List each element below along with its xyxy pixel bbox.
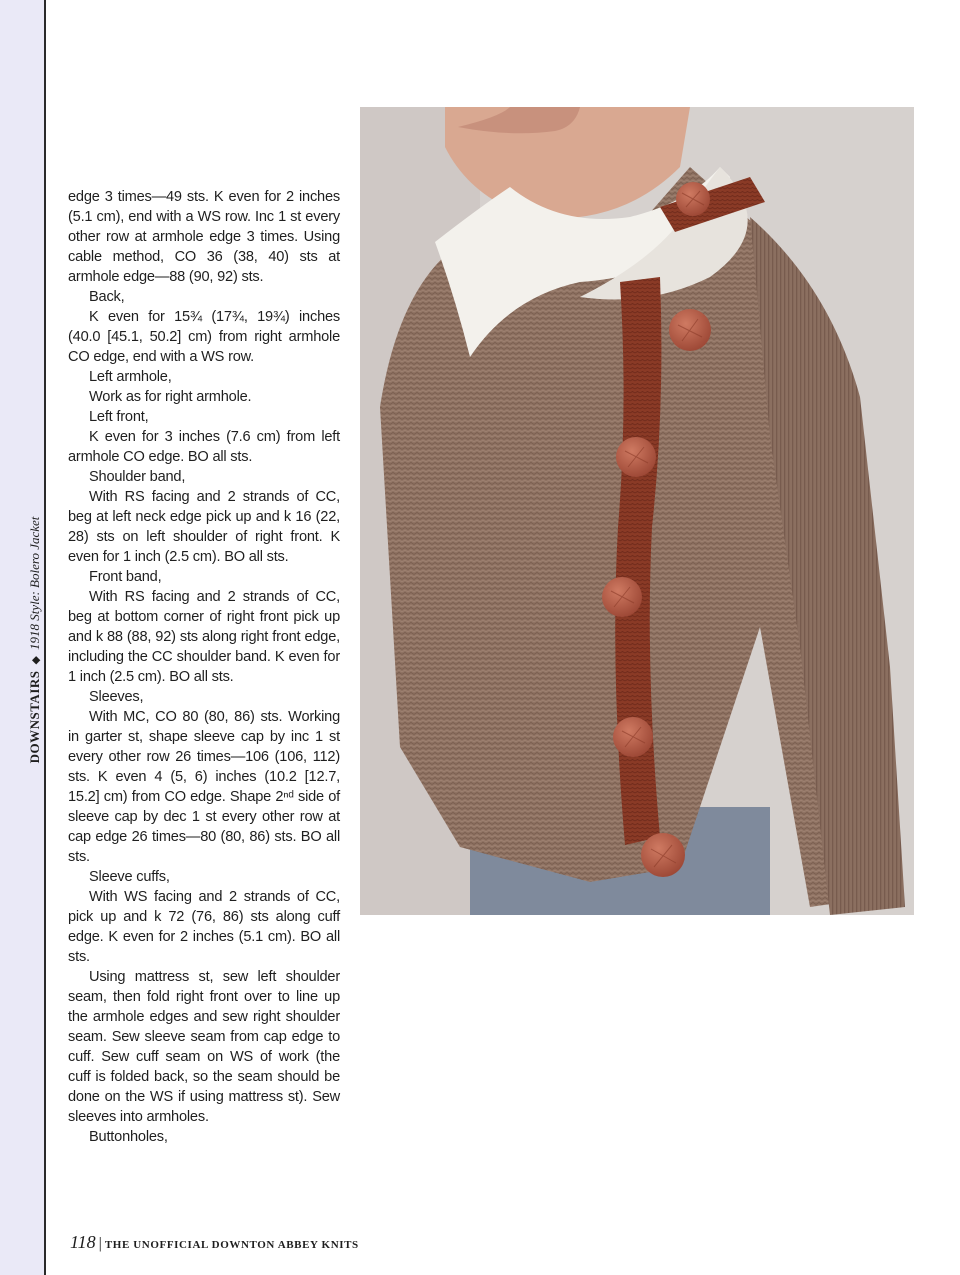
instruction-paragraph: Sleeves, xyxy=(89,689,144,705)
instruction-paragraph: Using mattress st, sew left shoulder seam, then fold right front over to line up the armhole edges and sew right shoulder seam. Sew sleeve seam from cap edge to cuff. Sew cuff seam on WS of work (the cuff is folded back, so the seam should be done on the WS if using mattress st). Sew sleeves into armholes. xyxy=(68,969,340,1125)
pattern-instructions xyxy=(68,187,340,1147)
instruction-paragraph: With RS facing and 2 strands of CC, beg at left neck edge pick up and k 16 (22, 28) sts on left shoulder of right front. K even for 1 inch (2.5 cm). BO all sts. xyxy=(68,489,340,565)
instruction-paragraph: K even for 3 inches (7.6 cm) from left armhole CO edge. BO all sts. xyxy=(68,429,340,465)
instruction-paragraph: Back, xyxy=(89,289,125,305)
instruction-paragraph: Left front, xyxy=(89,409,149,425)
instruction-paragraph: With RS facing and 2 strands of CC, beg at bottom corner of right front pick up and k 88 (88, 92) sts along right front edge, including the CC shoulder band. K even for 1 inch (2.5 cm). BO all sts. xyxy=(68,589,340,685)
book-title: THE UNOFFICIAL DOWNTON ABBEY KNITS xyxy=(104,1239,359,1251)
page-footer xyxy=(70,1232,359,1253)
instruction-paragraph: edge 3 times—49 sts. K even for 2 inches (5.1 cm), end with a WS row. Inc 1 st every other row at armhole edge 3 times. Using cable method, CO 36 (38, 40) sts at armhole edge—88 (90, 92) sts. xyxy=(68,189,340,285)
sweater-photo xyxy=(360,107,914,915)
instruction-paragraph: Sleeve cuffs, xyxy=(89,869,170,885)
footer-separator: | xyxy=(98,1235,102,1252)
instruction-paragraph: Work as for right armhole. xyxy=(89,389,252,405)
running-head-vertical xyxy=(27,517,43,764)
instruction-paragraph: With WS facing and 2 strands of CC, pick up and k 72 (76, 86) sts along cuff edge. K even for 2 inches (5.1 cm). BO all sts. xyxy=(68,889,340,965)
instruction-paragraph: Front band, xyxy=(89,569,162,585)
instruction-paragraph: Shoulder band, xyxy=(89,469,186,485)
diamond-ornament-icon: ◆ xyxy=(30,656,42,665)
sweater-photo-illustration xyxy=(360,107,914,915)
section-name: DOWNSTAIRS xyxy=(27,670,42,764)
left-margin-rule xyxy=(44,0,46,1275)
page-number: 118 xyxy=(70,1232,96,1252)
instruction-paragraph: K even for 15¾ (17¾, 19¾) inches (40.0 [45.1, 50.2] cm) from right armhole CO edge, end with a WS row. xyxy=(68,309,340,365)
instruction-paragraph: Left armhole, xyxy=(89,369,172,385)
instruction-paragraph: Buttonholes, xyxy=(89,1129,168,1145)
chapter-title: 1918 Style: Bolero Jacket xyxy=(27,516,42,651)
instruction-paragraph: With MC, CO 80 (80, 86) sts. Working in garter st, shape sleeve cap by inc 1 st every other row 26 times—106 (106, 112) sts. K even 4 (5, 6) inches (10.2 [12.7, 15.2] cm) from CO edge. Shape 2ⁿᵈ side of sleeve cap by dec 1 st every other row at cap edge 26 times—80 (80, 86) sts. BO all sts. xyxy=(68,709,340,865)
